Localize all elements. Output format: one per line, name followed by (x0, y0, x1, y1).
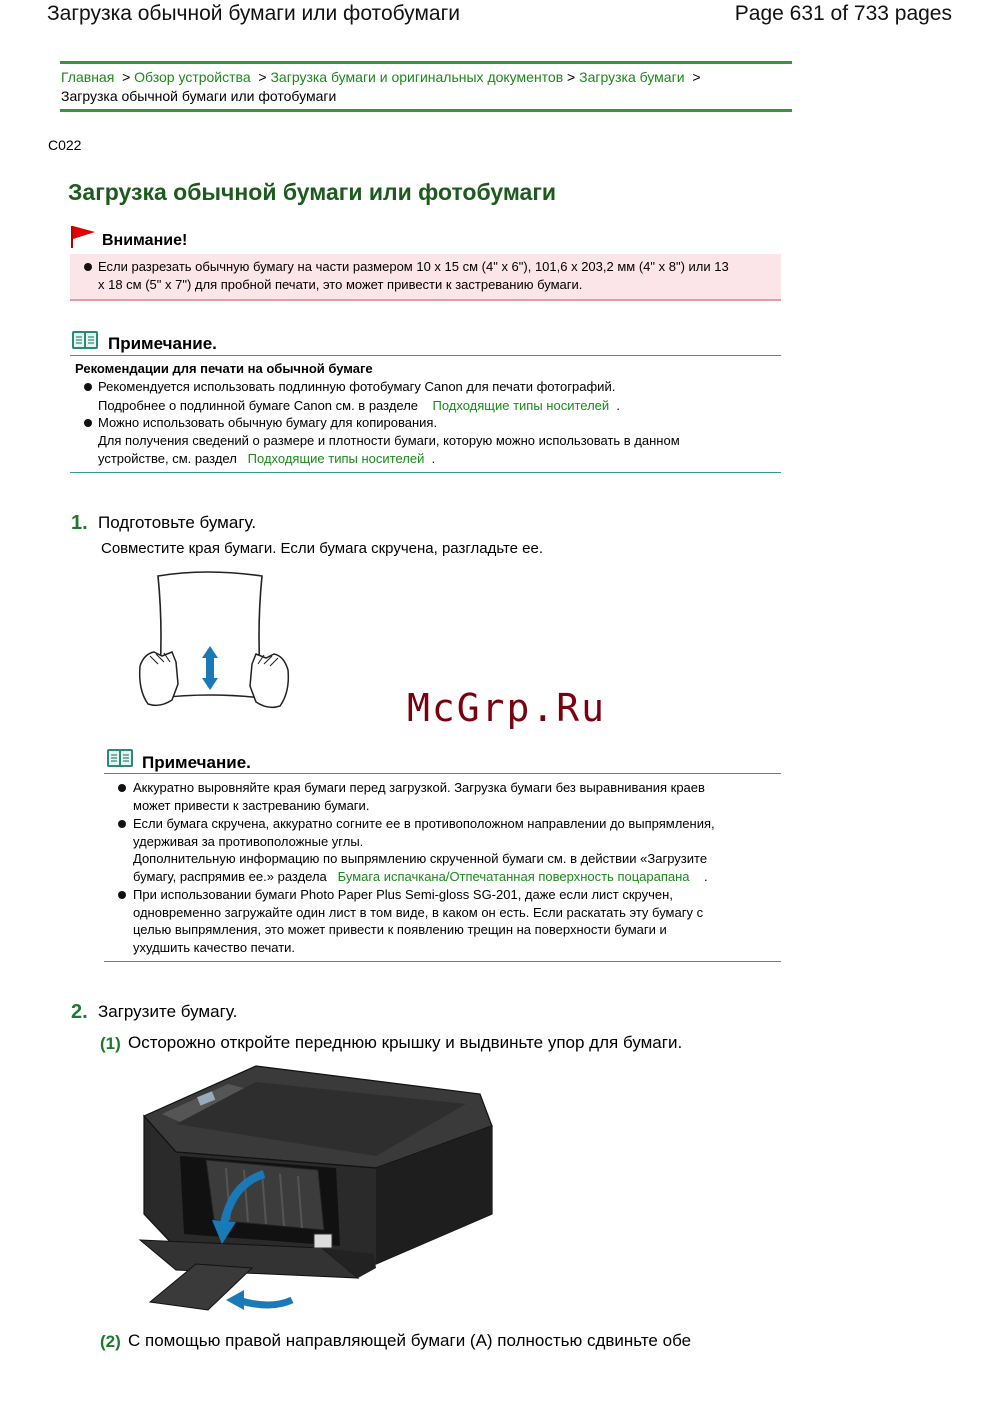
note-text-span: устройстве, см. раздел (98, 451, 237, 466)
link-media-types[interactable]: Подходящие типы носителей (432, 398, 610, 413)
book-icon (71, 330, 99, 350)
period: . (431, 451, 436, 466)
page-title: Загрузка обычной бумаги или фотобумаги (68, 179, 557, 205)
note-text (133, 868, 708, 886)
page-code: C022 (48, 137, 82, 153)
note-text-span: Подробнее о подлинной бумаге Canon см. в разделе (98, 398, 419, 413)
breadcrumb-current: Загрузка обычной бумаги или фотобумаги (61, 88, 337, 104)
breadcrumb (61, 68, 791, 106)
substep-text: С помощью правой направляющей бумаги (A) полностью сдвиньте обе (128, 1331, 692, 1350)
note-text: ухудшить качество печати. (133, 940, 296, 955)
breadcrumb-top-rule (60, 61, 792, 64)
breadcrumb-bottom-rule (60, 109, 792, 112)
watermark: McGrp.Ru (407, 686, 607, 730)
breadcrumb-separator: > (692, 69, 701, 85)
note-text: Аккуратно выровняйте края бумаги перед загрузкой. Загрузка бумаги без выравнивания краев (133, 780, 705, 795)
page-number: Page 631 of 733 pages (734, 2, 952, 25)
paper-illustration (136, 566, 292, 718)
step-description: Совместите края бумаги. Если бумага скручена, разгладьте ее. (101, 540, 544, 557)
caution-box (70, 254, 781, 301)
note-text: Можно использовать обычную бумагу для копирования. (98, 415, 438, 430)
substep-number: (2) (100, 1332, 121, 1351)
step-number: 2. (71, 1001, 88, 1023)
bullet-icon (118, 891, 126, 899)
step-number: 1. (71, 512, 88, 534)
note-text: При использовании бумаги Photo Paper Plus Semi-gloss SG-201, даже если лист скручен, (133, 887, 673, 902)
link-media-types[interactable]: Подходящие типы носителей (247, 451, 425, 466)
breadcrumb-link-overview[interactable]: Обзор устройства (134, 69, 251, 85)
breadcrumb-link-home[interactable]: Главная (61, 69, 115, 85)
note-top-rule (104, 773, 781, 774)
note-text: целью выпрямления, это может привести к появлению трещин на поверхности бумаги и (133, 922, 667, 937)
note-text: удерживая за противоположные углы. (133, 834, 364, 849)
note-text: одновременно загружайте один лист в том виде, в каком он есть. Если раскатать эту бумагу с (133, 905, 704, 920)
warning-flag-icon (70, 225, 96, 249)
note-text (98, 397, 620, 415)
page-header-title: Загрузка обычной бумаги или фотобумаги (47, 2, 460, 25)
bullet-icon (84, 419, 92, 427)
substep-text: Осторожно откройте переднюю крышку и выдвиньте упор для бумаги. (128, 1033, 683, 1052)
step-title: Загрузите бумагу. (98, 1002, 238, 1021)
printer-illustration (136, 1064, 496, 1322)
book-icon (106, 748, 134, 768)
bullet-icon (84, 383, 92, 391)
note-subtitle: Рекомендации для печати на обычной бумаге (75, 361, 373, 376)
caution-title: Внимание! (102, 232, 188, 249)
note-text: Для получения сведений о размере и плотности бумаги, которую можно использовать в данном (98, 433, 680, 448)
breadcrumb-separator: > (122, 69, 131, 85)
note-title: Примечание. (142, 753, 251, 772)
period: . (616, 398, 621, 413)
breadcrumb-separator: > (567, 69, 576, 85)
note-text (98, 450, 435, 468)
note-text-span: бумагу, распрямив ее.» раздела (133, 869, 327, 884)
note-text: может привести к застреванию бумаги. (133, 798, 370, 813)
step-title: Подготовьте бумагу. (98, 513, 257, 532)
breadcrumb-link-paper[interactable]: Загрузка бумаги (579, 69, 685, 85)
caution-text-line1: Если разрезать обычную бумагу на части размером 10 x 15 см (4" x 6"), 101,6 x 203,2 мм (4" x 8") или 13 (98, 259, 729, 274)
breadcrumb-link-loading[interactable]: Загрузка бумаги и оригинальных документов (270, 69, 564, 85)
note-title: Примечание. (108, 334, 217, 353)
note-bottom-rule (70, 472, 781, 473)
link-paper-smudged[interactable]: Бумага испачкана/Отпечатанная поверхность поцарапана (337, 869, 690, 884)
breadcrumb-separator: > (258, 69, 267, 85)
period: . (703, 869, 708, 884)
note-text: Рекомендуется использовать подлинную фотобумагу Canon для печати фотографий. (98, 379, 616, 394)
bullet-icon (118, 820, 126, 828)
caution-text-line2: x 18 см (5" x 7") для пробной печати, это может привести к застреванию бумаги. (98, 277, 583, 292)
note-text: Дополнительную информацию по выпрямлению скрученной бумаги см. в действии «Загрузите (133, 851, 708, 866)
bullet-icon (84, 263, 92, 271)
note-top-rule (70, 355, 781, 356)
note-bottom-rule (104, 961, 781, 962)
bullet-icon (118, 784, 126, 792)
substep-number: (1) (100, 1034, 121, 1053)
note-text: Если бумага скручена, аккуратно согните ее в противоположном направлении до выпрямления, (133, 816, 715, 831)
